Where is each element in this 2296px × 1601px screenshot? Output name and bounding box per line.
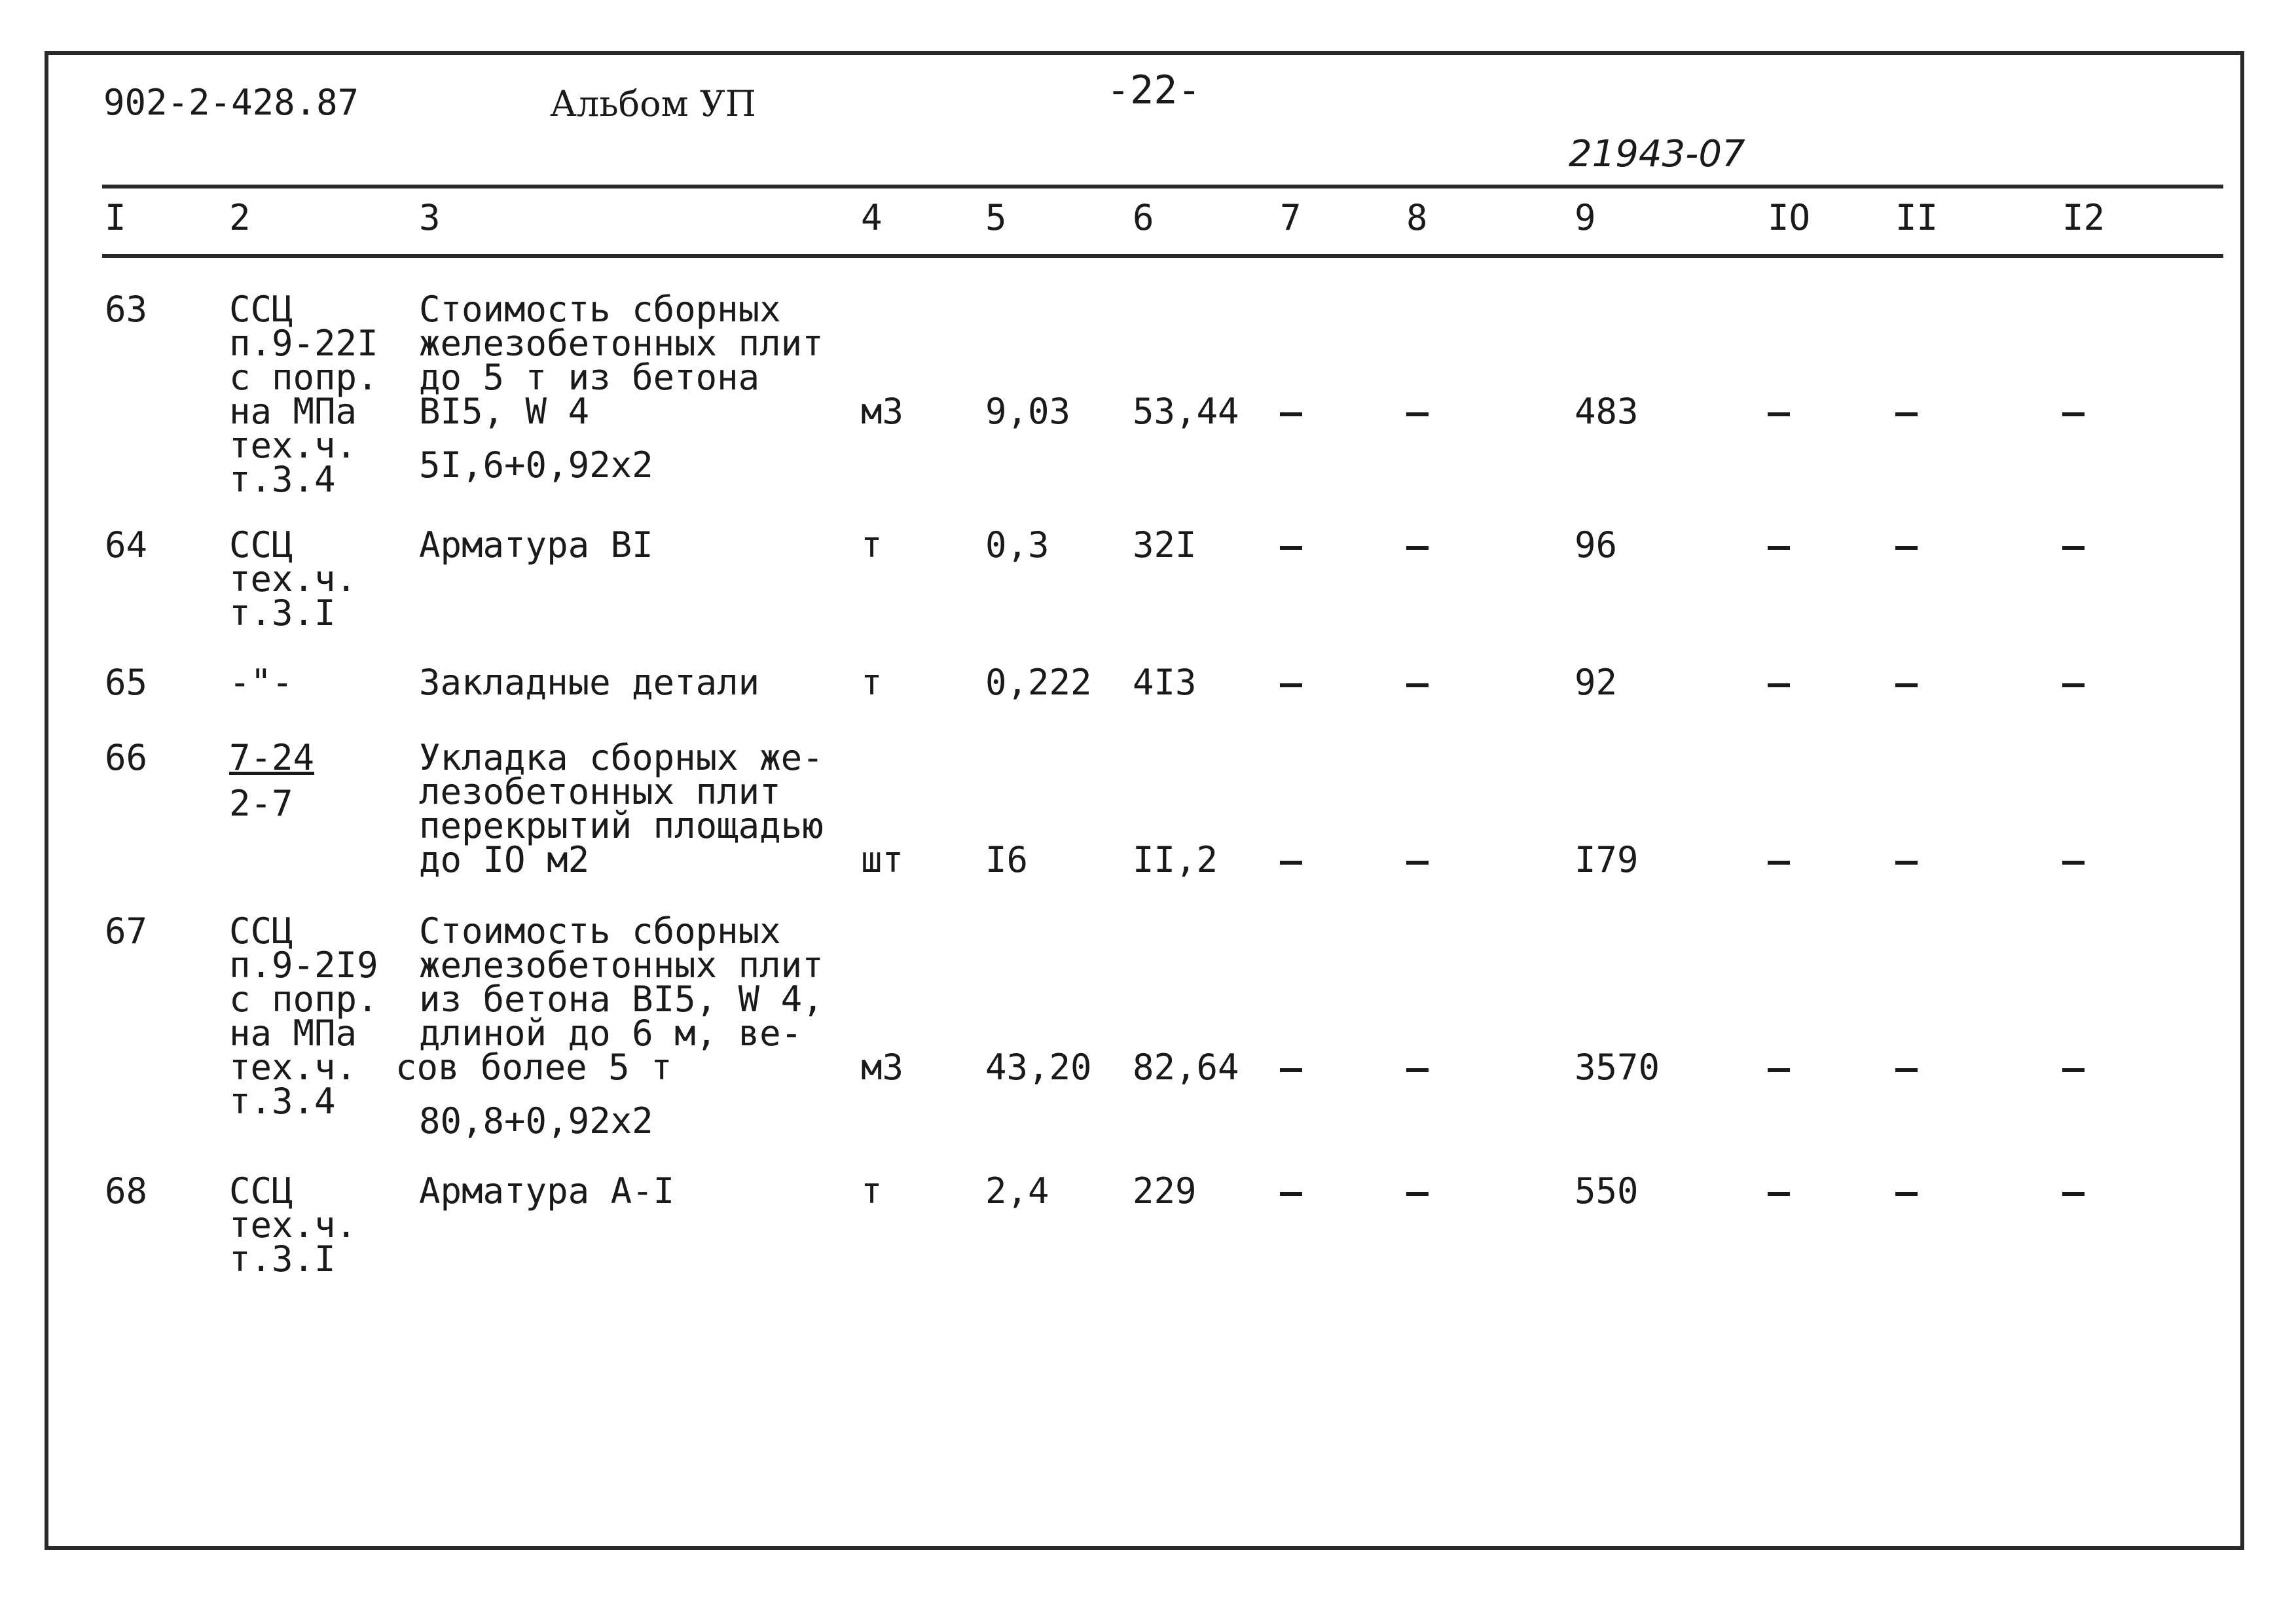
column-header: 8 [1406,197,1428,238]
justification-code-line: т.3.I [229,592,336,634]
empty-cell-dash [1895,546,1918,550]
column-header: IO [1768,197,1811,238]
empty-cell-dash [1895,412,1918,416]
unit-of-measure: м3 [861,1047,904,1088]
quantity: I6 [985,839,1029,880]
quantity: 43,20 [985,1047,1092,1088]
work-description-line: из бетона BI5, W 4, [419,979,824,1020]
column-header: II [1895,197,1939,238]
quantity: 0,3 [985,524,1049,566]
total-cost: I79 [1575,839,1639,880]
empty-cell-dash [1406,412,1429,416]
justification-code-line: тех.ч. [229,558,357,600]
justification-code-line: тех.ч. [229,425,357,466]
work-description-line: Закладные детали [419,662,760,703]
empty-cell-dash [1895,1068,1918,1072]
work-description-line: сов более 5 т [395,1047,672,1088]
empty-cell-dash [1768,1068,1790,1072]
header-bottom-rule [102,254,2223,258]
work-description-line: Арматура А-I [419,1170,675,1212]
unit-price: 53,44 [1133,391,1239,432]
empty-cell-dash [1895,1192,1918,1196]
justification-code-line: на МПа [229,391,357,432]
empty-cell-dash [1768,1192,1790,1196]
justification-code-line: ССЦ [229,1170,293,1212]
justification-code-line: на МПа [229,1013,357,1054]
column-header: I [105,197,126,238]
quantity: 0,222 [985,662,1092,703]
row-number: 67 [105,910,148,952]
unit-price: 82,64 [1133,1047,1239,1088]
empty-cell-dash [1280,861,1302,865]
justification-code-line: п.9-2I9 [229,944,378,986]
album-title: Альбом УП [550,83,756,124]
empty-cell-dash [2062,683,2085,687]
empty-cell-dash [1280,683,1302,687]
empty-cell-dash [1768,861,1790,865]
total-cost: 96 [1575,524,1618,566]
calculation-note: 5I,6+0,92x2 [419,444,653,486]
unit-price: 32I [1133,524,1197,566]
work-description-line: длиной до 6 м, ве- [419,1013,803,1054]
row-number: 66 [105,737,148,778]
column-header: I2 [2062,197,2105,238]
justification-code-line: т.3.4 [229,1081,336,1122]
empty-cell-dash [1280,1192,1302,1196]
page-number: -22- [1106,67,1201,113]
work-description-line: Укладка сборных же- [419,737,824,778]
work-description-line: до IO м2 [419,839,590,880]
justification-code-line: с попр. [229,979,378,1020]
empty-cell-dash [2062,412,2085,416]
empty-cell-dash [2062,1068,2085,1072]
empty-cell-dash [1280,1068,1302,1072]
work-description-line: Стоимость сборных [419,910,781,952]
total-cost: 550 [1575,1170,1639,1212]
work-description-line: Арматура BI [419,524,653,566]
unit-of-measure: т [861,1170,883,1212]
unit-of-measure: т [861,524,883,566]
justification-code-line: 2-7 [229,783,293,824]
justification-code-line: ССЦ [229,910,293,952]
unit-of-measure: м3 [861,391,904,432]
work-description-line: железобетонных плит [419,323,824,364]
row-number: 65 [105,662,148,703]
work-description-line: до 5 т из бетона [419,357,760,398]
empty-cell-dash [1406,861,1429,865]
column-header: 9 [1575,197,1596,238]
unit-price: 4I3 [1133,662,1197,703]
quantity: 2,4 [985,1170,1049,1212]
empty-cell-dash [2062,861,2085,865]
justification-code-line: ССЦ [229,289,293,330]
empty-cell-dash [1280,546,1302,550]
empty-cell-dash [1406,546,1429,550]
unit-price: II,2 [1133,839,1218,880]
empty-cell-dash [1895,683,1918,687]
empty-cell-dash [1768,412,1790,416]
justification-code-line: тех.ч. [229,1047,357,1088]
unit-of-measure: т [861,662,883,703]
work-description-line: Стоимость сборных [419,289,781,330]
work-description-line: BI5, W 4 [419,391,590,432]
justification-code-line: с попр. [229,357,378,398]
work-description-line: лезобетонных плит [419,771,781,812]
total-cost: 483 [1575,391,1639,432]
column-header: 2 [229,197,251,238]
row-number: 64 [105,524,148,566]
row-number: 68 [105,1170,148,1212]
justification-code-line: т.3.I [229,1238,336,1280]
quantity: 9,03 [985,391,1071,432]
work-description-line: железобетонных плит [419,944,824,986]
calculation-note: 80,8+0,92x2 [419,1100,653,1142]
column-header: 7 [1280,197,1302,238]
empty-cell-dash [1768,683,1790,687]
empty-cell-dash [1406,1068,1429,1072]
header-top-rule [102,185,2223,189]
column-header: 3 [419,197,441,238]
unit-of-measure: шт [861,839,904,880]
justification-code-line: тех.ч. [229,1204,357,1246]
justification-code-line: п.9-22I [229,323,378,364]
empty-cell-dash [1768,546,1790,550]
work-description-line: перекрытий площадью [419,805,824,846]
unit-price: 229 [1133,1170,1197,1212]
column-header: 4 [861,197,883,238]
total-cost: 3570 [1575,1047,1660,1088]
empty-cell-dash [2062,1192,2085,1196]
column-header: 6 [1133,197,1154,238]
empty-cell-dash [1280,412,1302,416]
empty-cell-dash [1406,683,1429,687]
justification-code-line: т.3.4 [229,459,336,500]
document-code: 902-2-428.87 [103,82,359,123]
justification-code-line: 7-24 [229,737,315,778]
empty-cell-dash [2062,546,2085,550]
reference-number: 21943-07 [1569,133,1745,175]
empty-cell-dash [1406,1192,1429,1196]
justification-code-line: -"- [229,662,293,703]
row-number: 63 [105,289,148,330]
empty-cell-dash [1895,861,1918,865]
total-cost: 92 [1575,662,1618,703]
document-frame [45,51,2244,1550]
column-header: 5 [985,197,1007,238]
justification-code-line: ССЦ [229,524,293,566]
